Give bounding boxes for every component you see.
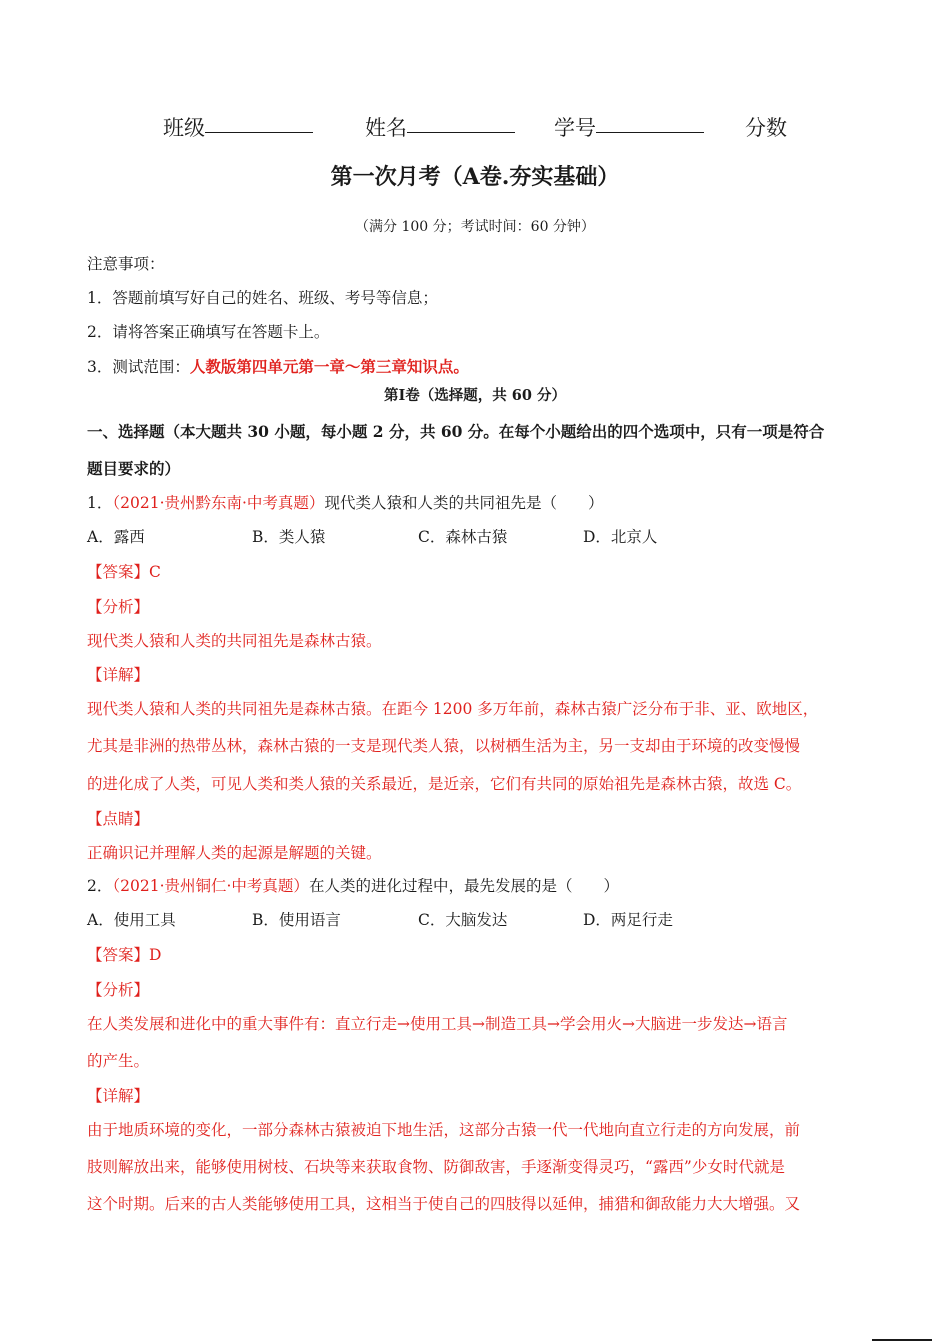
notes-heading: 注意事项： [87, 255, 165, 273]
question-2-detail-line-1: 由于地质环境的变化，一部分森林古猿被迫下地生活，这部分古猿一代一代地向直立行走的方向发展，前 [87, 1121, 801, 1139]
question-1-text: 现代类人猿和人类的共同祖先是（ ） [324, 494, 604, 512]
name-field[interactable] [365, 112, 407, 142]
question-2-text: 在人类的进化过程中，最先发展的是（ ） [308, 877, 619, 895]
note-item-2: 2．请将答案正确填写在答题卡上。 [87, 323, 330, 341]
question-2-option-c[interactable]: C．大脑发达 [418, 911, 508, 929]
note-item-3-prefix: 3．测试范围： [87, 358, 190, 376]
question-2-analysis-line-2: 的产生。 [87, 1052, 150, 1070]
question-1-analysis-label: 【分析】 [87, 598, 150, 616]
question-2-stem [87, 874, 619, 896]
part-one-heading-line2: 题目要求的） [87, 459, 181, 478]
note-item-1: 1．答题前填写好自己的姓名、班级、考号等信息； [87, 289, 438, 307]
question-1-option-c[interactable]: C．森林古猿 [418, 528, 508, 546]
score-label: 分数 [745, 116, 787, 140]
name-label: 姓名 [365, 116, 407, 140]
question-1-stem [87, 491, 603, 513]
question-2-source: （2021·贵州铜仁·中考真题） [112, 877, 309, 895]
note-item-3 [87, 355, 469, 377]
question-2-detail-line-3: 这个时期。后来的古人类能够使用工具，这相当于使自己的四肢得以延伸，捕猎和御敌能力大大增强。又 [87, 1195, 801, 1213]
question-1-detail-line-1: 现代类人猿和人类的共同祖先是森林古猿。在距今 1200 多万年前，森林古猿广泛分布于非、亚、欧地区， [87, 700, 819, 718]
question-2-detail-label: 【详解】 [87, 1087, 150, 1105]
class-blank[interactable] [205, 112, 313, 133]
question-2-option-b[interactable]: B．使用语言 [252, 911, 341, 929]
part-one-heading-line1: 一、选择题（本大题共 30 小题，每小题 2 分，共 60 分。在每个小题给出的四个选项中，只有一项是符合 [87, 422, 825, 441]
question-1-answer: 【答案】C [87, 563, 161, 581]
question-2-answer: 【答案】D [87, 946, 162, 964]
question-1-source: （2021·贵州黔东南·中考真题） [112, 494, 325, 512]
page-corner-rule [872, 1339, 932, 1341]
question-1-tip: 正确识记并理解人类的起源是解题的关键。 [87, 844, 382, 862]
class-label: 班级 [163, 116, 205, 140]
test-scope: 人教版第四单元第一章～第三章知识点。 [189, 357, 469, 376]
exam-title: 第一次月考（A卷.夯实基础） [330, 164, 620, 190]
exam-subtitle: （满分 100 分；考试时间：60 分钟） [355, 219, 595, 235]
question-1-detail-line-3: 的进化成了人类，可见人类和类人猿的关系最近，是近亲，它们有共同的原始祖先是森林古猿，故选 C。 [87, 775, 802, 793]
question-1-tip-label: 【点睛】 [87, 810, 150, 828]
id-blank[interactable] [596, 112, 704, 133]
question-1-analysis: 现代类人猿和人类的共同祖先是森林古猿。 [87, 632, 382, 650]
question-1-option-b[interactable]: B．类人猿 [252, 528, 326, 546]
question-2-option-d[interactable]: D．两足行走 [583, 911, 673, 929]
question-1-detail-line-2: 尤其是非洲的热带丛林，森林古猿的一支是现代类人猿，以树栖生活为主，另一支却由于环境的改变慢慢 [87, 737, 801, 755]
id-label: 学号 [554, 116, 596, 140]
id-field[interactable] [554, 112, 596, 142]
question-1-number: 1． [87, 494, 113, 512]
question-1-option-a[interactable]: A．露西 [87, 528, 145, 546]
section-title: 第Ⅰ卷（选择题，共 60 分） [383, 387, 567, 404]
question-2-option-a[interactable]: A．使用工具 [87, 911, 176, 929]
question-2-detail-line-2: 肢则解放出来，能够使用树枝、石块等来获取食物、防御敌害，手逐渐变得灵巧，“露西”少女时代就是 [87, 1158, 785, 1176]
question-2-analysis-line-1: 在人类发展和进化中的重大事件有：直立行走→使用工具→制造工具→学会用火→大脑进一步发达→语言 [87, 1015, 788, 1033]
question-2-analysis-label: 【分析】 [87, 981, 150, 999]
question-2-number: 2． [87, 877, 113, 895]
class-field[interactable] [163, 112, 205, 142]
question-1-option-d[interactable]: D．北京人 [583, 528, 658, 546]
name-blank[interactable] [407, 112, 515, 133]
question-1-detail-label: 【详解】 [87, 666, 150, 684]
